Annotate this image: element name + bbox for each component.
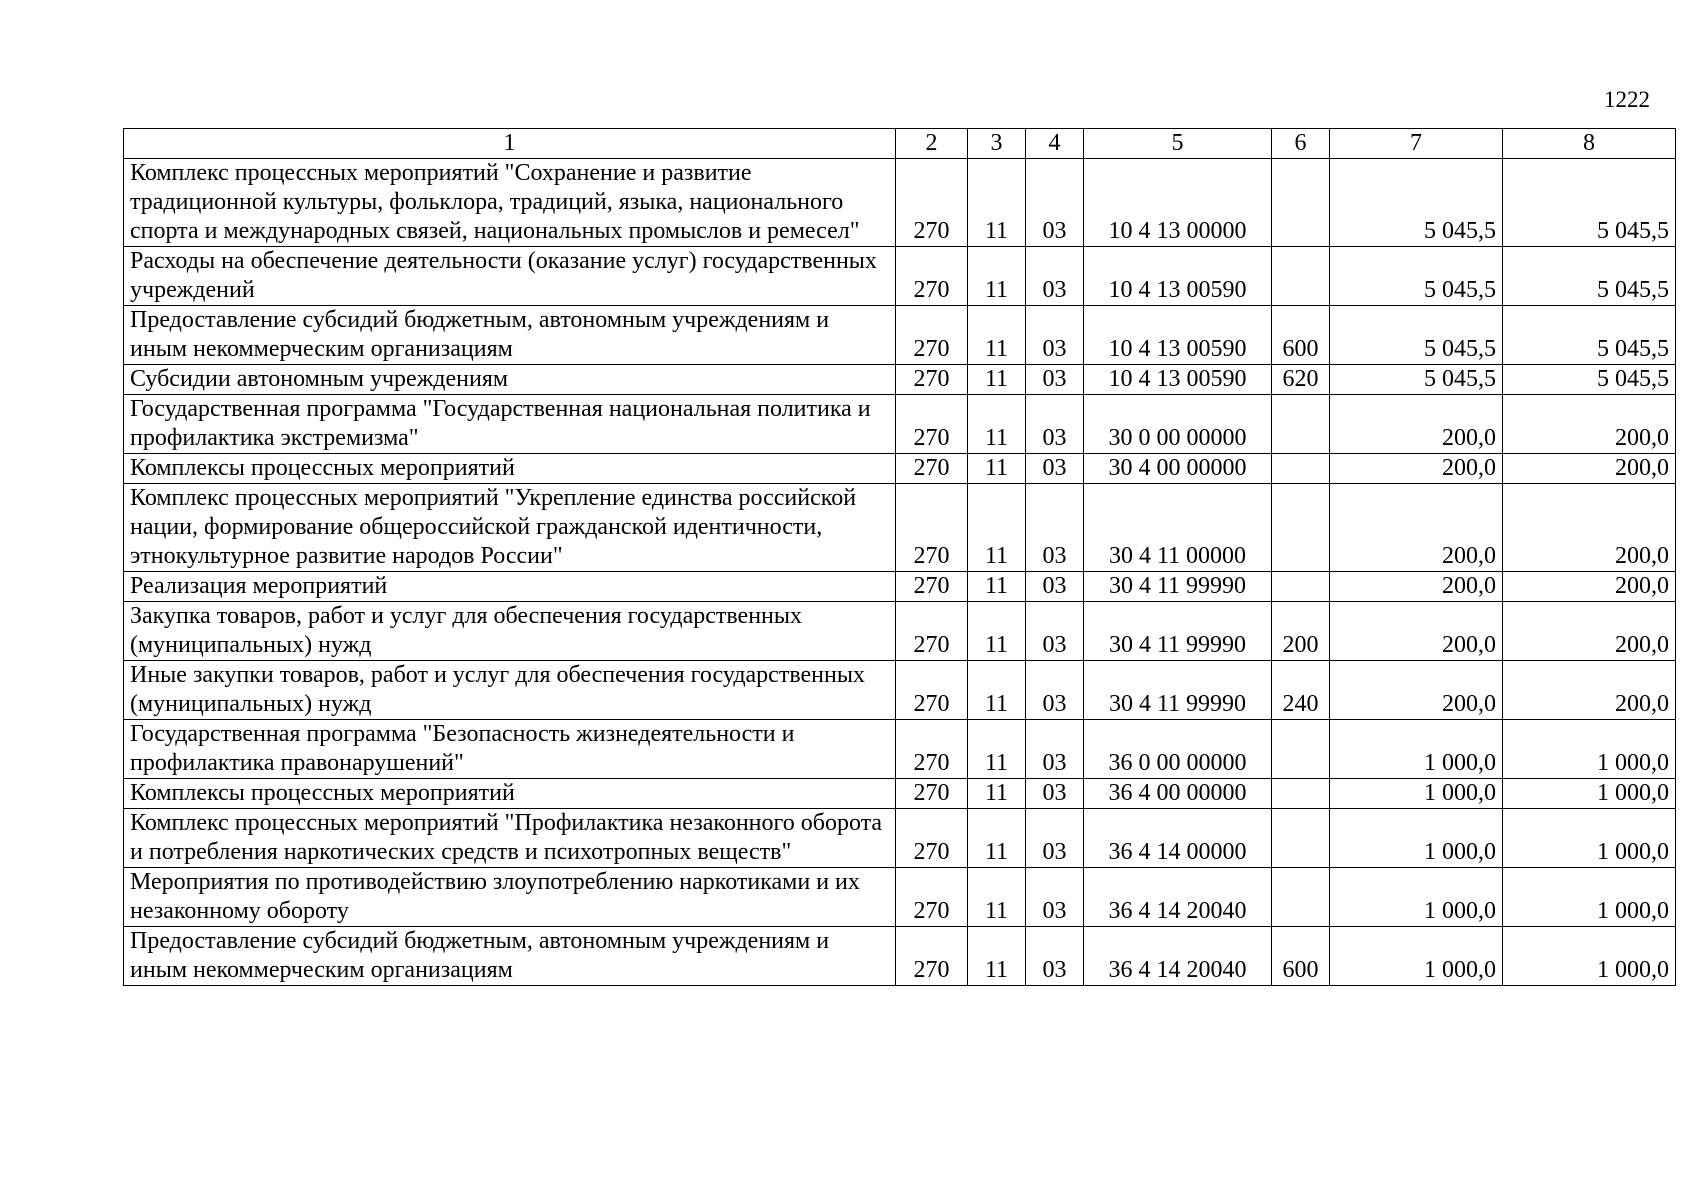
cell-target-article: 30 4 11 99990 [1084,572,1272,602]
table-row [124,454,1676,484]
row-name: Мероприятия по противодействию злоупотреблению наркотиками и их незаконному обороту [124,868,896,927]
cell-section-code: 11 [968,572,1026,602]
column-header: 1 [124,129,896,159]
table-row [124,868,1676,927]
cell-expense-type: 600 [1272,927,1330,986]
cell-amount-col8: 200,0 [1503,572,1676,602]
cell-amount-col8: 5 045,5 [1503,306,1676,365]
cell-ministry-code: 270 [896,927,968,986]
table-header-row [124,129,1676,159]
table-row [124,779,1676,809]
cell-subsection-code: 03 [1026,779,1084,809]
cell-amount-col8: 1 000,0 [1503,809,1676,868]
row-name: Предоставление субсидий бюджетным, автономным учреждениям и иным некоммерческим организациям [124,927,896,986]
cell-amount-col8: 200,0 [1503,484,1676,572]
cell-target-article: 10 4 13 00590 [1084,247,1272,306]
table-row [124,927,1676,986]
column-header: 4 [1026,129,1084,159]
row-name: Предоставление субсидий бюджетным, автономным учреждениям и иным некоммерческим организациям [124,306,896,365]
cell-amount-col8: 1 000,0 [1503,868,1676,927]
column-header: 6 [1272,129,1330,159]
cell-section-code: 11 [968,779,1026,809]
cell-expense-type: 200 [1272,602,1330,661]
cell-target-article: 10 4 13 00590 [1084,365,1272,395]
row-name: Реализация мероприятий [124,572,896,602]
row-name: Комплексы процессных мероприятий [124,454,896,484]
cell-target-article: 36 4 14 00000 [1084,809,1272,868]
cell-subsection-code: 03 [1026,454,1084,484]
cell-expense-type [1272,484,1330,572]
cell-expense-type: 600 [1272,306,1330,365]
cell-amount-col8: 1 000,0 [1503,779,1676,809]
cell-ministry-code: 270 [896,572,968,602]
cell-target-article: 30 4 00 00000 [1084,454,1272,484]
cell-subsection-code: 03 [1026,572,1084,602]
row-name: Расходы на обеспечение деятельности (оказание услуг) государственных учреждений [124,247,896,306]
cell-section-code: 11 [968,809,1026,868]
cell-section-code: 11 [968,484,1026,572]
cell-section-code: 11 [968,306,1026,365]
cell-amount-col7: 5 045,5 [1330,365,1503,395]
row-name: Комплекс процессных мероприятий "Сохранение и развитие традиционной культуры, фольклора, традиций, языка, национального спорта и международных связей, национальных промыслов и ремесел" [124,159,896,247]
cell-amount-col8: 5 045,5 [1503,159,1676,247]
cell-ministry-code: 270 [896,720,968,779]
cell-section-code: 11 [968,159,1026,247]
cell-expense-type [1272,720,1330,779]
cell-ministry-code: 270 [896,159,968,247]
cell-target-article: 30 0 00 00000 [1084,395,1272,454]
cell-amount-col7: 200,0 [1330,602,1503,661]
cell-subsection-code: 03 [1026,365,1084,395]
cell-ministry-code: 270 [896,809,968,868]
cell-amount-col7: 200,0 [1330,395,1503,454]
cell-subsection-code: 03 [1026,602,1084,661]
cell-subsection-code: 03 [1026,661,1084,720]
cell-amount-col7: 1 000,0 [1330,809,1503,868]
cell-ministry-code: 270 [896,365,968,395]
table-row [124,484,1676,572]
row-name: Комплексы процессных мероприятий [124,779,896,809]
row-name: Закупка товаров, работ и услуг для обеспечения государственных (муниципальных) нужд [124,602,896,661]
cell-expense-type [1272,247,1330,306]
cell-amount-col7: 200,0 [1330,454,1503,484]
table-row [124,247,1676,306]
cell-expense-type: 620 [1272,365,1330,395]
cell-target-article: 36 0 00 00000 [1084,720,1272,779]
cell-amount-col7: 1 000,0 [1330,927,1503,986]
cell-amount-col8: 1 000,0 [1503,927,1676,986]
column-header: 8 [1503,129,1676,159]
cell-target-article: 36 4 00 00000 [1084,779,1272,809]
cell-target-article: 10 4 13 00590 [1084,306,1272,365]
cell-subsection-code: 03 [1026,927,1084,986]
cell-amount-col8: 5 045,5 [1503,247,1676,306]
column-header: 7 [1330,129,1503,159]
row-name: Государственная программа "Безопасность жизнедеятельности и профилактика правонарушений" [124,720,896,779]
cell-expense-type [1272,395,1330,454]
cell-amount-col7: 200,0 [1330,661,1503,720]
cell-subsection-code: 03 [1026,395,1084,454]
row-name: Государственная программа "Государственная национальная политика и профилактика экстремизма" [124,395,896,454]
cell-amount-col7: 1 000,0 [1330,720,1503,779]
cell-target-article: 30 4 11 99990 [1084,661,1272,720]
cell-amount-col8: 5 045,5 [1503,365,1676,395]
cell-expense-type [1272,868,1330,927]
cell-ministry-code: 270 [896,247,968,306]
cell-target-article: 10 4 13 00000 [1084,159,1272,247]
cell-subsection-code: 03 [1026,159,1084,247]
cell-section-code: 11 [968,720,1026,779]
cell-subsection-code: 03 [1026,306,1084,365]
cell-amount-col8: 1 000,0 [1503,720,1676,779]
cell-section-code: 11 [968,247,1026,306]
cell-expense-type [1272,572,1330,602]
cell-subsection-code: 03 [1026,868,1084,927]
cell-amount-col8: 200,0 [1503,395,1676,454]
table-row [124,809,1676,868]
cell-section-code: 11 [968,365,1026,395]
cell-section-code: 11 [968,454,1026,484]
cell-expense-type [1272,159,1330,247]
cell-amount-col7: 5 045,5 [1330,247,1503,306]
cell-target-article: 30 4 11 00000 [1084,484,1272,572]
cell-expense-type [1272,809,1330,868]
cell-amount-col7: 1 000,0 [1330,779,1503,809]
cell-subsection-code: 03 [1026,809,1084,868]
cell-subsection-code: 03 [1026,484,1084,572]
cell-section-code: 11 [968,868,1026,927]
cell-amount-col7: 200,0 [1330,484,1503,572]
cell-ministry-code: 270 [896,868,968,927]
column-header: 2 [896,129,968,159]
cell-subsection-code: 03 [1026,720,1084,779]
table-row [124,661,1676,720]
cell-amount-col7: 5 045,5 [1330,159,1503,247]
table-row [124,572,1676,602]
cell-expense-type [1272,454,1330,484]
row-name: Субсидии автономным учреждениям [124,365,896,395]
cell-ministry-code: 270 [896,454,968,484]
cell-amount-col8: 200,0 [1503,602,1676,661]
cell-section-code: 11 [968,395,1026,454]
table-row [124,306,1676,365]
row-name: Комплекс процессных мероприятий "Профилактика незаконного оборота и потребления наркотических средств и психотропных веществ" [124,809,896,868]
cell-ministry-code: 270 [896,306,968,365]
cell-ministry-code: 270 [896,484,968,572]
cell-section-code: 11 [968,602,1026,661]
column-header: 5 [1084,129,1272,159]
cell-amount-col7: 200,0 [1330,572,1503,602]
cell-amount-col8: 200,0 [1503,661,1676,720]
cell-amount-col8: 200,0 [1503,454,1676,484]
column-header: 3 [968,129,1026,159]
cell-expense-type [1272,779,1330,809]
table-row [124,720,1676,779]
cell-section-code: 11 [968,661,1026,720]
row-name: Комплекс процессных мероприятий "Укрепление единства российской нации, формирование общероссийской гражданской идентичности, этнокультурное развитие народов России" [124,484,896,572]
cell-target-article: 36 4 14 20040 [1084,868,1272,927]
cell-ministry-code: 270 [896,602,968,661]
cell-target-article: 36 4 14 20040 [1084,927,1272,986]
cell-ministry-code: 270 [896,779,968,809]
cell-subsection-code: 03 [1026,247,1084,306]
cell-ministry-code: 270 [896,661,968,720]
cell-amount-col7: 1 000,0 [1330,868,1503,927]
table-row [124,365,1676,395]
table-row [124,159,1676,247]
cell-target-article: 30 4 11 99990 [1084,602,1272,661]
table-row [124,602,1676,661]
cell-ministry-code: 270 [896,395,968,454]
table-row [124,395,1676,454]
cell-expense-type: 240 [1272,661,1330,720]
cell-amount-col7: 5 045,5 [1330,306,1503,365]
cell-section-code: 11 [968,927,1026,986]
row-name: Иные закупки товаров, работ и услуг для обеспечения государственных (муниципальных) нужд [124,661,896,720]
budget-table [123,128,1676,986]
page-number: 1222 [1604,87,1650,112]
table-body [124,159,1676,986]
